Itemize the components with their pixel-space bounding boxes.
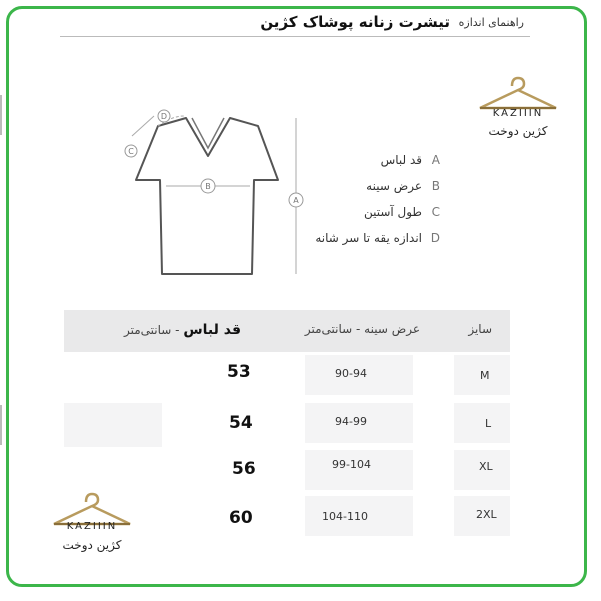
table-cell [64, 403, 162, 447]
chest-value: 90-94 [335, 367, 367, 380]
marker-c-label: C [128, 147, 134, 156]
brand-name-fa: کژین دوخت [62, 538, 122, 552]
tshirt-diagram [118, 108, 318, 288]
brand-name-en: KAZIIIN [492, 108, 544, 119]
page-header [60, 12, 530, 37]
legend-row [300, 228, 440, 254]
left-edge-mark [0, 405, 2, 445]
measurement-legend [300, 150, 440, 254]
legend-letter: C [431, 205, 440, 219]
length-value: 60 [229, 508, 253, 528]
size-value: XL [479, 460, 493, 473]
col-header-length-bold: قد لباس [183, 322, 241, 338]
brand-logo [468, 72, 568, 140]
chest-value: 99-104 [332, 458, 371, 471]
legend-row [300, 150, 440, 176]
header-subtitle: راهنمای اندازه [458, 16, 524, 29]
brand-name-en: KAZIIIN [66, 521, 118, 532]
sleeve-measure-line [132, 116, 154, 136]
legend-letter: A [431, 153, 440, 167]
length-value: 54 [229, 413, 253, 433]
tshirt-outline [136, 118, 278, 274]
chest-value: 94-99 [335, 415, 367, 428]
col-header-length [124, 322, 241, 338]
size-value: 2XL [476, 508, 497, 521]
marker-d-label: D [160, 112, 168, 121]
page-title: تیشرت زنانه پوشاک کژین [260, 13, 450, 31]
legend-letter: D [430, 231, 440, 245]
legend-row [300, 202, 440, 228]
length-value: 53 [227, 362, 251, 382]
legend-label: طول آستین [363, 205, 422, 219]
size-table-header [64, 310, 510, 352]
legend-letter: B [431, 179, 440, 193]
brand-logo [42, 488, 142, 556]
marker-a-label: A [293, 196, 299, 205]
legend-label: اندازه یقه تا سر شانه [315, 231, 422, 245]
col-header-size: سایز [468, 322, 492, 336]
size-value: L [485, 417, 492, 430]
brand-name-fa: کژین دوخت [488, 124, 548, 138]
size-value: M [480, 369, 490, 382]
legend-label: قد لباس [380, 153, 422, 167]
chest-value: 104-110 [322, 510, 368, 523]
marker-b-label: B [205, 182, 211, 191]
col-header-length-rest: - سانتی‌متر [124, 323, 184, 337]
col-header-chest: عرض سینه - سانتی‌متر [304, 322, 420, 336]
legend-row [300, 176, 440, 202]
legend-label: عرض سینه [366, 179, 422, 193]
length-value: 56 [232, 459, 256, 479]
left-edge-mark [0, 95, 2, 135]
table-cell [454, 403, 510, 443]
